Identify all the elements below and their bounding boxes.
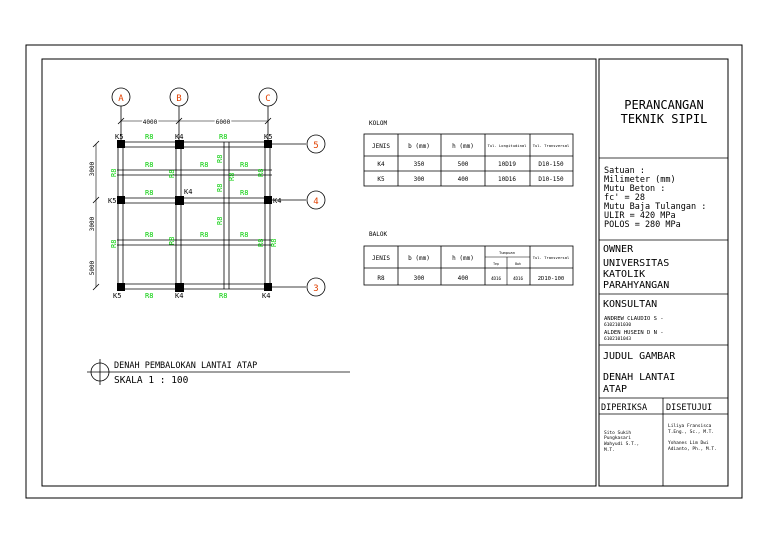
kolom-title: KOLOM: [369, 120, 388, 127]
approved-by-line: Liliya Fransisca: [668, 424, 712, 429]
col-label: K4: [184, 188, 193, 196]
beam-label: R8: [240, 189, 249, 197]
beam-label: R8: [168, 169, 176, 178]
col-label: K4: [175, 133, 184, 141]
beam-label: R8: [168, 236, 176, 245]
grid-label-a: A: [118, 94, 124, 104]
beam-label: R8: [200, 161, 209, 169]
balok-cell: 300: [413, 275, 425, 282]
balok-header: Tumpuan: [498, 250, 516, 255]
beam-label: R8: [145, 292, 154, 300]
beam-label: R8: [216, 216, 224, 225]
kolom-header: Tul. Transversal: [532, 143, 570, 148]
balok-cell: 400: [457, 275, 469, 282]
beam-label: R8: [257, 168, 265, 177]
grid-label-b: B: [176, 94, 182, 104]
kolom-table: [364, 120, 573, 186]
kolom-cell: 400: [457, 176, 469, 183]
checked-by-line: Sito Sukih: [604, 431, 632, 436]
beam-label: R8: [216, 154, 224, 163]
beam-label: R8: [110, 239, 118, 248]
beam-label: R8: [145, 231, 154, 239]
beam-label: R8: [219, 133, 228, 141]
note-line: Milimeter (mm): [604, 175, 676, 185]
balok-table: [364, 231, 573, 285]
dim-x-2: 6000: [215, 119, 231, 126]
kolom-cell: 500: [457, 161, 469, 168]
kolom-header: Tul. Longitudinal: [487, 143, 527, 148]
col-label: K5: [108, 197, 117, 205]
consultant-line: ANDREW CLAUDIO S -: [604, 316, 664, 322]
owner-line: PARAHYANGAN: [603, 280, 670, 291]
beam-label: R8: [228, 172, 236, 181]
approved-by-line: Adianto, Ph., M.T.: [668, 447, 717, 452]
drawing-title-line: DENAH LANTAI: [603, 372, 676, 383]
project-title-line: PERANCANGAN: [624, 98, 704, 112]
col-label: K4: [262, 292, 271, 300]
drawing-frame: [42, 59, 596, 486]
grid-label-5: 5: [313, 141, 319, 151]
balok-cell: R8: [377, 275, 385, 282]
beam-label: R8: [216, 183, 224, 192]
beam-label: R8: [240, 231, 249, 239]
dim-x-1: 4000: [142, 119, 158, 126]
consultant-line: 6102101030: [604, 323, 632, 328]
col-label: K4: [175, 292, 184, 300]
balok-cell: 2D10-100: [537, 276, 565, 282]
kolom-header: b (mm): [408, 143, 430, 150]
col-label: K5: [113, 292, 122, 300]
balok-subheader: Bwh: [515, 262, 521, 266]
beam-label: R8: [110, 168, 118, 177]
note-line: Satuan :: [604, 166, 645, 176]
beam-label: R8: [257, 238, 265, 247]
note-line: ULIR = 420 MPa: [604, 211, 676, 221]
balok-cell: 4D16: [512, 276, 524, 281]
dim-y-2: 3000: [89, 216, 96, 232]
project-title-line: TEKNIK SIPIL: [620, 112, 708, 126]
col-label: K5: [264, 133, 273, 141]
balok-title: BALOK: [369, 231, 388, 238]
grid-label-4: 4: [313, 197, 319, 207]
kolom-cell: K5: [377, 176, 385, 183]
consultant-line: 6102101043: [604, 337, 632, 342]
kolom-cell: K4: [377, 161, 385, 168]
note-line: POLOS = 280 MPa: [604, 220, 681, 230]
grid-label-3: 3: [313, 284, 319, 294]
beam-label: R8: [240, 161, 249, 169]
beam-label: R8: [145, 133, 154, 141]
approved-by-line: Yohanes Lim Dwi: [668, 441, 709, 446]
checked-by-line: Wahyudi S.T.,: [604, 442, 640, 447]
kolom-cell: 10D19: [497, 161, 517, 168]
balok-header: b (mm): [408, 255, 430, 262]
owner-line: UNIVERSITAS: [603, 258, 670, 269]
drawing-title-line: ATAP: [603, 384, 628, 395]
horizontal-beams: [117, 142, 272, 289]
balok-header: h (mm): [452, 255, 474, 262]
beam-label: R8: [145, 189, 154, 197]
balok-header: JENIS: [371, 255, 391, 262]
col-label: K5: [115, 133, 124, 141]
consultant-label: KONSULTAN: [603, 299, 658, 310]
note-line: Mutu Beton :: [604, 184, 666, 194]
checked-by-line: Pungkasari: [604, 436, 632, 441]
approved-by-line: T.Eng., Sc., M.T.: [668, 430, 715, 435]
dim-y-1: 3000: [89, 161, 96, 177]
owner-label: OWNER: [603, 244, 634, 255]
note-line: fc' = 28: [604, 193, 645, 203]
drawing-title-label: JUDUL GAMBAR: [603, 351, 676, 362]
approved-label: DISETUJUI: [666, 403, 713, 413]
kolom-cell: D10-150: [538, 176, 564, 183]
kolom-cell: 10D16: [497, 176, 517, 183]
beam-label: R8: [145, 161, 154, 169]
grid-label-c: C: [265, 94, 271, 104]
floor-plan: [87, 88, 350, 386]
kolom-cell: 350: [413, 161, 425, 168]
col-label: K4: [273, 197, 282, 205]
owner-line: KATOLIK: [603, 269, 646, 280]
kolom-header: h (mm): [452, 143, 474, 150]
balok-cell: 4D16: [490, 276, 502, 281]
beam-label: R8: [200, 231, 209, 239]
kolom-header: JENIS: [371, 143, 391, 150]
plan-title: DENAH PEMBALOKAN LANTAI ATAP: [114, 361, 258, 371]
beam-label: R8: [270, 238, 278, 247]
consultant-line: ALDEN HUSEIN D N -: [604, 330, 664, 336]
plan-scale: SKALA 1 : 100: [114, 375, 189, 386]
dim-y-3: 5000: [89, 260, 96, 276]
title-block: [599, 98, 728, 486]
checked-label: DIPERIKSA: [601, 403, 648, 413]
balok-subheader: Tep: [493, 262, 499, 266]
kolom-cell: D10-150: [538, 161, 564, 168]
kolom-cell: 300: [413, 176, 425, 183]
balok-header: Tul. Transversal: [532, 255, 570, 260]
note-line: Mutu Baja Tulangan :: [604, 202, 707, 212]
beam-label: R8: [219, 292, 228, 300]
columns: [117, 140, 272, 292]
checked-by-line: M.T.: [604, 448, 615, 453]
